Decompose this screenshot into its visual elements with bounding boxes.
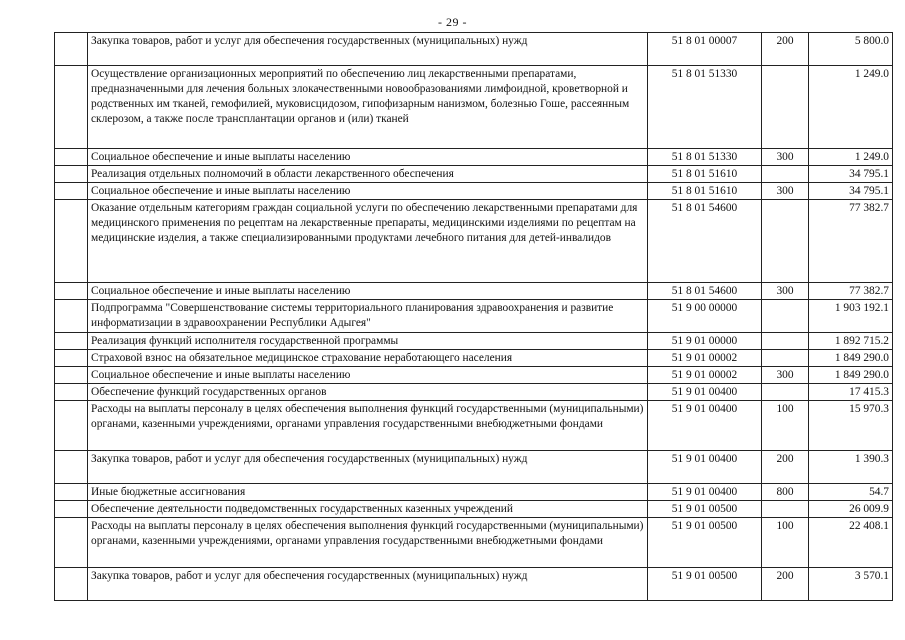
expense-name: Социальное обеспечение и иные выплаты населению	[88, 367, 648, 384]
target-code: 51 8 01 51330	[648, 66, 762, 149]
target-code: 51 9 01 00400	[648, 401, 762, 451]
amount: 1 892 715.2	[809, 333, 893, 350]
table-row	[55, 200, 893, 283]
expense-name: Расходы на выплаты персоналу в целях обеспечения выполнения функций государственными (муниципальными) органами, казенными учреждениями, органами управления государственными внебюджетными фондами	[88, 401, 648, 451]
amount: 77 382.7	[809, 283, 893, 300]
amount: 77 382.7	[809, 200, 893, 283]
amount: 3 570.1	[809, 568, 893, 601]
expense-type: 300	[762, 367, 809, 384]
expense-name: Страховой взнос на обязательное медицинское страхование неработающего населения	[88, 350, 648, 367]
row-marker-cell	[55, 518, 88, 568]
expense-type	[762, 200, 809, 283]
amount: 22 408.1	[809, 518, 893, 568]
expense-type: 200	[762, 451, 809, 484]
amount: 26 009.9	[809, 501, 893, 518]
row-marker-cell	[55, 200, 88, 283]
expense-type	[762, 333, 809, 350]
row-marker-cell	[55, 451, 88, 484]
expense-type	[762, 350, 809, 367]
expense-name: Социальное обеспечение и иные выплаты населению	[88, 149, 648, 166]
amount: 15 970.3	[809, 401, 893, 451]
table-row	[55, 350, 893, 367]
expense-name: Осуществление организационных мероприятий по обеспечению лиц лекарственными препаратами, предназначенными для лечения больных злокачественными новообразованиями лимфоидной, кроветворной и родственных им тканей, гемофилией, муковисцидозом, гипофизарным нанизмом, болезнью Гоше, рассеянным склерозом, а также после трансплантации органов и (или) тканей	[88, 66, 648, 149]
row-marker-cell	[55, 66, 88, 149]
expense-name: Закупка товаров, работ и услуг для обеспечения государственных (муниципальных) нужд	[88, 568, 648, 601]
target-code: 51 9 01 00000	[648, 333, 762, 350]
expense-type	[762, 300, 809, 333]
expense-name: Реализация отдельных полномочий в области лекарственного обеспечения	[88, 166, 648, 183]
expense-type: 200	[762, 568, 809, 601]
row-marker-cell	[55, 33, 88, 66]
amount: 1 249.0	[809, 66, 893, 149]
row-marker-cell	[55, 183, 88, 200]
row-marker-cell	[55, 333, 88, 350]
expense-name: Оказание отдельным категориям граждан социальной услуги по обеспечению лекарственными препаратами для медицинского применения по рецептам на лекарственные препараты, медицинскими изделиями по рецептам на медицинские изделия, а также специализированными продуктами лечебного питания для детей-инвалидов	[88, 200, 648, 283]
expense-type	[762, 66, 809, 149]
expense-name: Расходы на выплаты персоналу в целях обеспечения выполнения функций государственными (муниципальными) органами, казенными учреждениями, органами управления государственными внебюджетными фондами	[88, 518, 648, 568]
row-marker-cell	[55, 484, 88, 501]
expense-name: Закупка товаров, работ и услуг для обеспечения государственных (муниципальных) нужд	[88, 451, 648, 484]
expense-type	[762, 501, 809, 518]
target-code: 51 9 01 00002	[648, 350, 762, 367]
expense-type: 200	[762, 33, 809, 66]
table-row	[55, 367, 893, 384]
expense-type: 300	[762, 183, 809, 200]
target-code: 51 8 01 51330	[648, 149, 762, 166]
expense-name: Иные бюджетные ассигнования	[88, 484, 648, 501]
table-row	[55, 401, 893, 451]
table-row	[55, 484, 893, 501]
amount: 34 795.1	[809, 183, 893, 200]
amount: 17 415.3	[809, 384, 893, 401]
table-row	[55, 333, 893, 350]
table-row	[55, 501, 893, 518]
expense-type: 300	[762, 283, 809, 300]
row-marker-cell	[55, 384, 88, 401]
expense-type	[762, 384, 809, 401]
expense-name: Закупка товаров, работ и услуг для обеспечения государственных (муниципальных) нужд	[88, 33, 648, 66]
amount: 54.7	[809, 484, 893, 501]
expense-name: Социальное обеспечение и иные выплаты населению	[88, 183, 648, 200]
table-row	[55, 384, 893, 401]
target-code: 51 8 01 51610	[648, 166, 762, 183]
target-code: 51 9 01 00400	[648, 451, 762, 484]
expense-type: 100	[762, 401, 809, 451]
table-row	[55, 183, 893, 200]
expense-name: Социальное обеспечение и иные выплаты населению	[88, 283, 648, 300]
target-code: 51 9 01 00500	[648, 518, 762, 568]
table-row	[55, 568, 893, 601]
table-row	[55, 451, 893, 484]
row-marker-cell	[55, 367, 88, 384]
row-marker-cell	[55, 166, 88, 183]
row-marker-cell	[55, 568, 88, 601]
table-row	[55, 518, 893, 568]
expense-name: Подпрограмма "Совершенствование системы территориального планирования здравоохранения и развитие информатизации в здравоохранении Республики Адыгея"	[88, 300, 648, 333]
row-marker-cell	[55, 300, 88, 333]
expense-type: 100	[762, 518, 809, 568]
target-code: 51 9 01 00500	[648, 501, 762, 518]
table-row	[55, 149, 893, 166]
target-code: 51 9 01 00002	[648, 367, 762, 384]
table-row	[55, 283, 893, 300]
expense-name: Обеспечение деятельности подведомственных государственных казенных учреждений	[88, 501, 648, 518]
row-marker-cell	[55, 350, 88, 367]
target-code: 51 8 01 00007	[648, 33, 762, 66]
expense-name: Реализация функций исполнителя государственной программы	[88, 333, 648, 350]
amount: 5 800.0	[809, 33, 893, 66]
target-code: 51 9 00 00000	[648, 300, 762, 333]
expense-type: 300	[762, 149, 809, 166]
target-code: 51 8 01 54600	[648, 200, 762, 283]
row-marker-cell	[55, 283, 88, 300]
expense-type: 800	[762, 484, 809, 501]
amount: 34 795.1	[809, 166, 893, 183]
amount: 1 903 192.1	[809, 300, 893, 333]
amount: 1 849 290.0	[809, 350, 893, 367]
table-row	[55, 66, 893, 149]
target-code: 51 9 01 00500	[648, 568, 762, 601]
table-row	[55, 166, 893, 183]
budget-table	[54, 32, 893, 601]
row-marker-cell	[55, 401, 88, 451]
table-row	[55, 300, 893, 333]
target-code: 51 8 01 54600	[648, 283, 762, 300]
row-marker-cell	[55, 501, 88, 518]
target-code: 51 9 01 00400	[648, 484, 762, 501]
row-marker-cell	[55, 149, 88, 166]
page-number: - 29 -	[438, 15, 467, 29]
amount: 1 849 290.0	[809, 367, 893, 384]
amount: 1 390.3	[809, 451, 893, 484]
target-code: 51 9 01 00400	[648, 384, 762, 401]
expense-name: Обеспечение функций государственных органов	[88, 384, 648, 401]
amount: 1 249.0	[809, 149, 893, 166]
table-row	[55, 33, 893, 66]
expense-type	[762, 166, 809, 183]
target-code: 51 8 01 51610	[648, 183, 762, 200]
